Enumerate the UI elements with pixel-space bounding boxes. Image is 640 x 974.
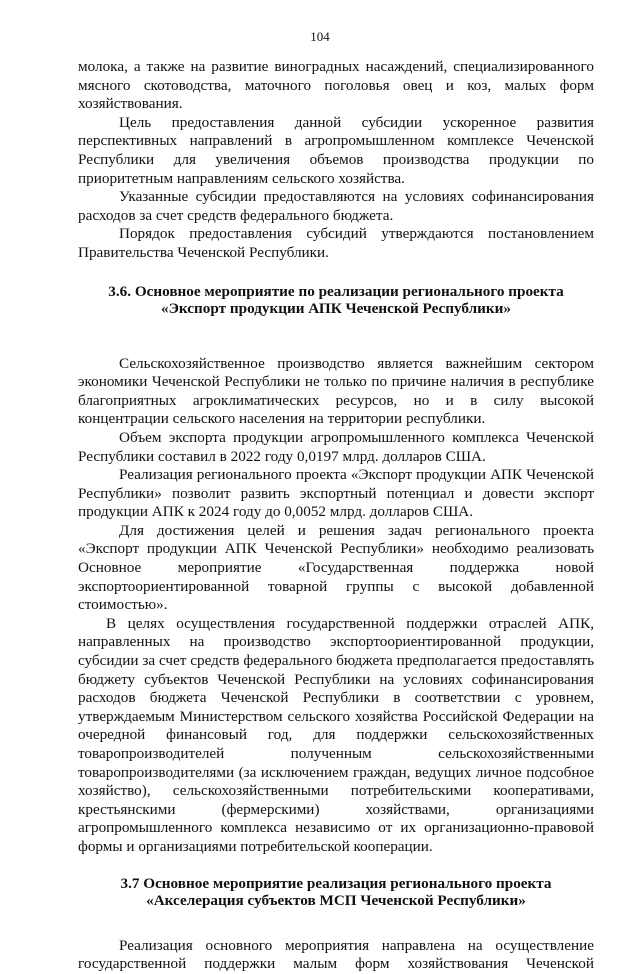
paragraph: Порядок предоставления субсидий утверждаются постановлением Правительства Чеченской Республики.: [78, 225, 594, 261]
paragraph: Указанные субсидии предоставляются на условиях софинансирования расходов за счет средств федерального бюджета.: [78, 188, 594, 224]
paragraph: В целях осуществления государственной поддержки отраслей АПК, направленных на производство экспортоориентированной продукции, субсидии за счет средств федерального бюджета предполагается предоставлять бюджету субъектов Чеченской Республики на условиях софинансирования расходов бюджета Чеченской Республики в соответствии с уровнем, утверждаемым Министерством сельского хозяйства Российской Федерации на очередной финансовый год, для поддержки сельскохозяйственных товаропроизводителей полученным сельскохозяйственными товаропроизводителями (за исключением граждан, ведущих личное подсобное хозяйство), сельскохозяйственными потребительскими кооперативами, крестьянскими (фермерскими) хозяйствами, организациями агропромышленного комплекса независимо от их организационно-правовой формы и организациями потребительской кооперации.: [78, 614, 594, 855]
paragraph: Реализация регионального проекта «Экспорт продукции АПК Чеченской Республики» позволит развить экспортный потенциал и довести экспорт продукции АПК к 2024 году до 0,0052 млрд. долларов США.: [78, 466, 594, 521]
paragraph: Объем экспорта продукции агропромышленного комплекса Чеченской Республики составил в 2022 году 0,0197 млрд. долларов США.: [78, 428, 594, 465]
spacer: [78, 317, 594, 355]
paragraph: Реализация основного мероприятия направлена на осуществление государственной поддержки малым форм хозяйствования Чеченской: [78, 936, 594, 973]
paragraph: молока, а также на развитие виноградных насаждений, специализированного мясного скотоводства, маточного поголовья овец и коз, малых форм хозяйствования.: [78, 58, 594, 113]
heading-line: 3.7 Основное мероприятие реализация регионального проекта: [120, 874, 552, 892]
paragraph: Цель предоставления данной субсидии ускоренное развития перспективных направлений в агропромышленном комплексе Чеченской Республики для увеличения объемов производства продукции по приоритетным направлениям сельского хозяйства.: [78, 113, 594, 187]
paragraph: Для достижения целей и решения задач регионального проекта «Экспорт продукции АПК Чеченской Республики» необходимо реализовать Основное мероприятие «Государственная поддержка новой экспортоориентированной товарной группы с высокой добавленной стоимостью».: [78, 521, 594, 614]
heading-line: 3.6. Основное мероприятие по реализации регионального проекта: [108, 282, 564, 300]
page-number: 104: [310, 29, 330, 44]
section-heading-3-6: [78, 283, 594, 317]
spacer: [78, 263, 594, 283]
heading-line: «Акселерация субъектов МСП Чеченской Республики»: [146, 891, 526, 909]
heading-line: «Экспорт продукции АПК Чеченской Республики»: [161, 299, 511, 317]
spacer: [78, 857, 594, 875]
document-body: [78, 58, 594, 974]
paragraph: Сельскохозяйственное производство является важнейшим сектором экономики Чеченской Республики не только по причине наличия в республике благоприятных агроклиматических ресурсов, но и в силу высокой концентрации сельского населения на территории республики.: [78, 354, 594, 428]
section-heading-3-7: [78, 875, 594, 909]
spacer: [78, 909, 594, 937]
